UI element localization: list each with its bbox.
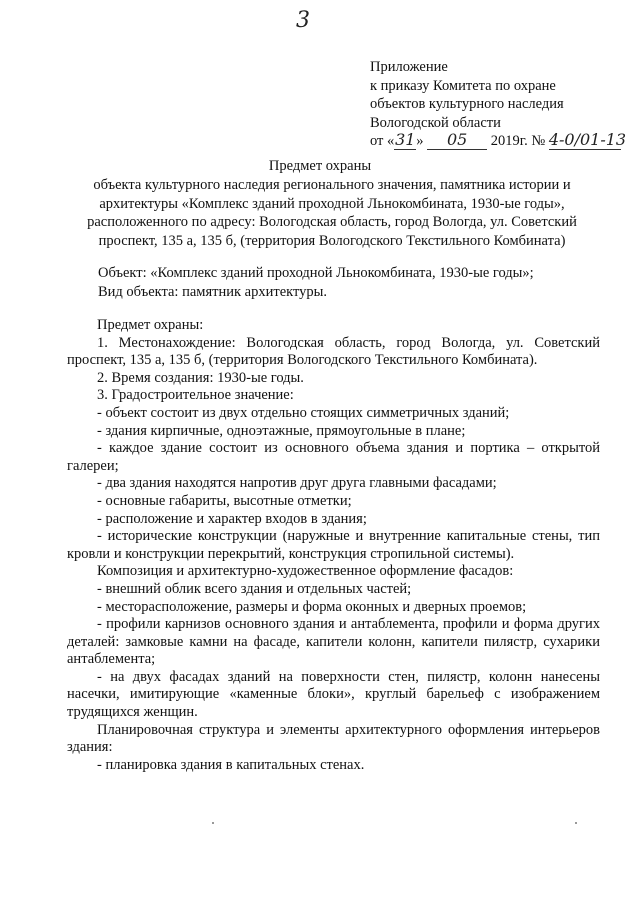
order-date-line xyxy=(370,130,627,151)
order-number-field xyxy=(548,130,627,150)
list-item: - профили карнизов основного здания и антаблемента, профили и форма других деталей: замковые камни на фасаде, капители колонн, капители пилястр, сухарики антаблемента; xyxy=(67,616,600,668)
time-paragraph: 2. Время создания: 1930-ые годы. xyxy=(97,369,304,386)
date-year-text: 2019г. № xyxy=(490,133,546,149)
planning-heading: Планировочная структура и элементы архитектурного оформления интерьеров здания: xyxy=(67,721,600,756)
scan-speck xyxy=(212,822,214,824)
facade-heading: Композиция и архитектурно-художественное оформление фасадов: xyxy=(97,563,514,580)
list-item: - исторические конструкции (наружные и внутренние капитальные стены, тип кровли и конструкции перекрытий, конструкция стропильной системы). xyxy=(67,528,600,562)
list-item: - расположение и характер входов в здания; xyxy=(97,510,367,527)
appendix-line: Вологодской области xyxy=(370,114,501,131)
handwritten-page-number: 3 xyxy=(296,8,310,33)
appendix-block xyxy=(370,58,627,151)
date-prefix: от « xyxy=(370,133,395,149)
list-item: - месторасположение, размеры и форма оконных и дверных проемов; xyxy=(97,598,527,615)
document-subtitle: объекта культурного наследия регионального значения, памятника истории и архитектуры «Комплекс зданий проходной Льнокомбината, 1930-ые годы», расположенного по адресу: Вологодская область, город Вологда, ул. Советский проспект, 135 а, 135 б, (территория Вологодского Текстильного Комбината) xyxy=(87,177,577,249)
appendix-line: Приложение xyxy=(370,59,448,75)
date-day-field xyxy=(394,132,416,150)
date-month-field xyxy=(427,132,487,150)
location-paragraph: 1. Местонахождение: Вологодская область, город Вологда, ул. Советский проспект, 135 а, 135 б, (территория Вологодского Текстильного Комбината). xyxy=(67,334,600,369)
list-item: - объект состоит из двух отдельно стоящих симметричных зданий; xyxy=(97,404,510,421)
list-item: - на двух фасадах зданий на поверхности стен, пилястр, колонн нанесены насечки, имитирующие «каменные блоки», круглый барельеф с изображением трудящихся женщин. xyxy=(67,668,600,721)
object-type-line: Вид объекта: памятник архитектуры. xyxy=(98,283,327,300)
list-item: - здания кирпичные, одноэтажные, прямоугольные в плане; xyxy=(97,422,466,439)
list-item: - планировка здания в капитальных стенах. xyxy=(97,756,365,773)
list-item: - два здания находятся напротив друг друга главными фасадами; xyxy=(97,475,497,492)
document-title: Предмет охраны xyxy=(268,158,372,174)
date-day: 31 xyxy=(395,130,416,149)
list-item: - основные габариты, высотные отметки; xyxy=(97,492,352,509)
urban-heading: 3. Градостроительное значение: xyxy=(97,387,294,404)
appendix-line: к приказу Комитета по охране xyxy=(370,77,556,94)
date-mid: » xyxy=(416,133,424,149)
object-description xyxy=(98,264,534,301)
date-month: 05 xyxy=(446,130,468,149)
protection-subject-body xyxy=(67,317,600,774)
scan-speck xyxy=(575,822,577,824)
list-item: - каждое здание состоит из основного объема здания и портика – открытой галереи; xyxy=(67,440,600,474)
order-number: 4-0/01-13 xyxy=(548,130,627,149)
section-heading: Предмет охраны: xyxy=(97,317,204,333)
appendix-line: объектов культурного наследия xyxy=(370,96,564,112)
object-name-line: Объект: «Комплекс зданий проходной Льнокомбината, 1930-ые годы»; xyxy=(98,265,534,281)
list-item: - внешний облик всего здания и отдельных частей; xyxy=(97,580,412,597)
